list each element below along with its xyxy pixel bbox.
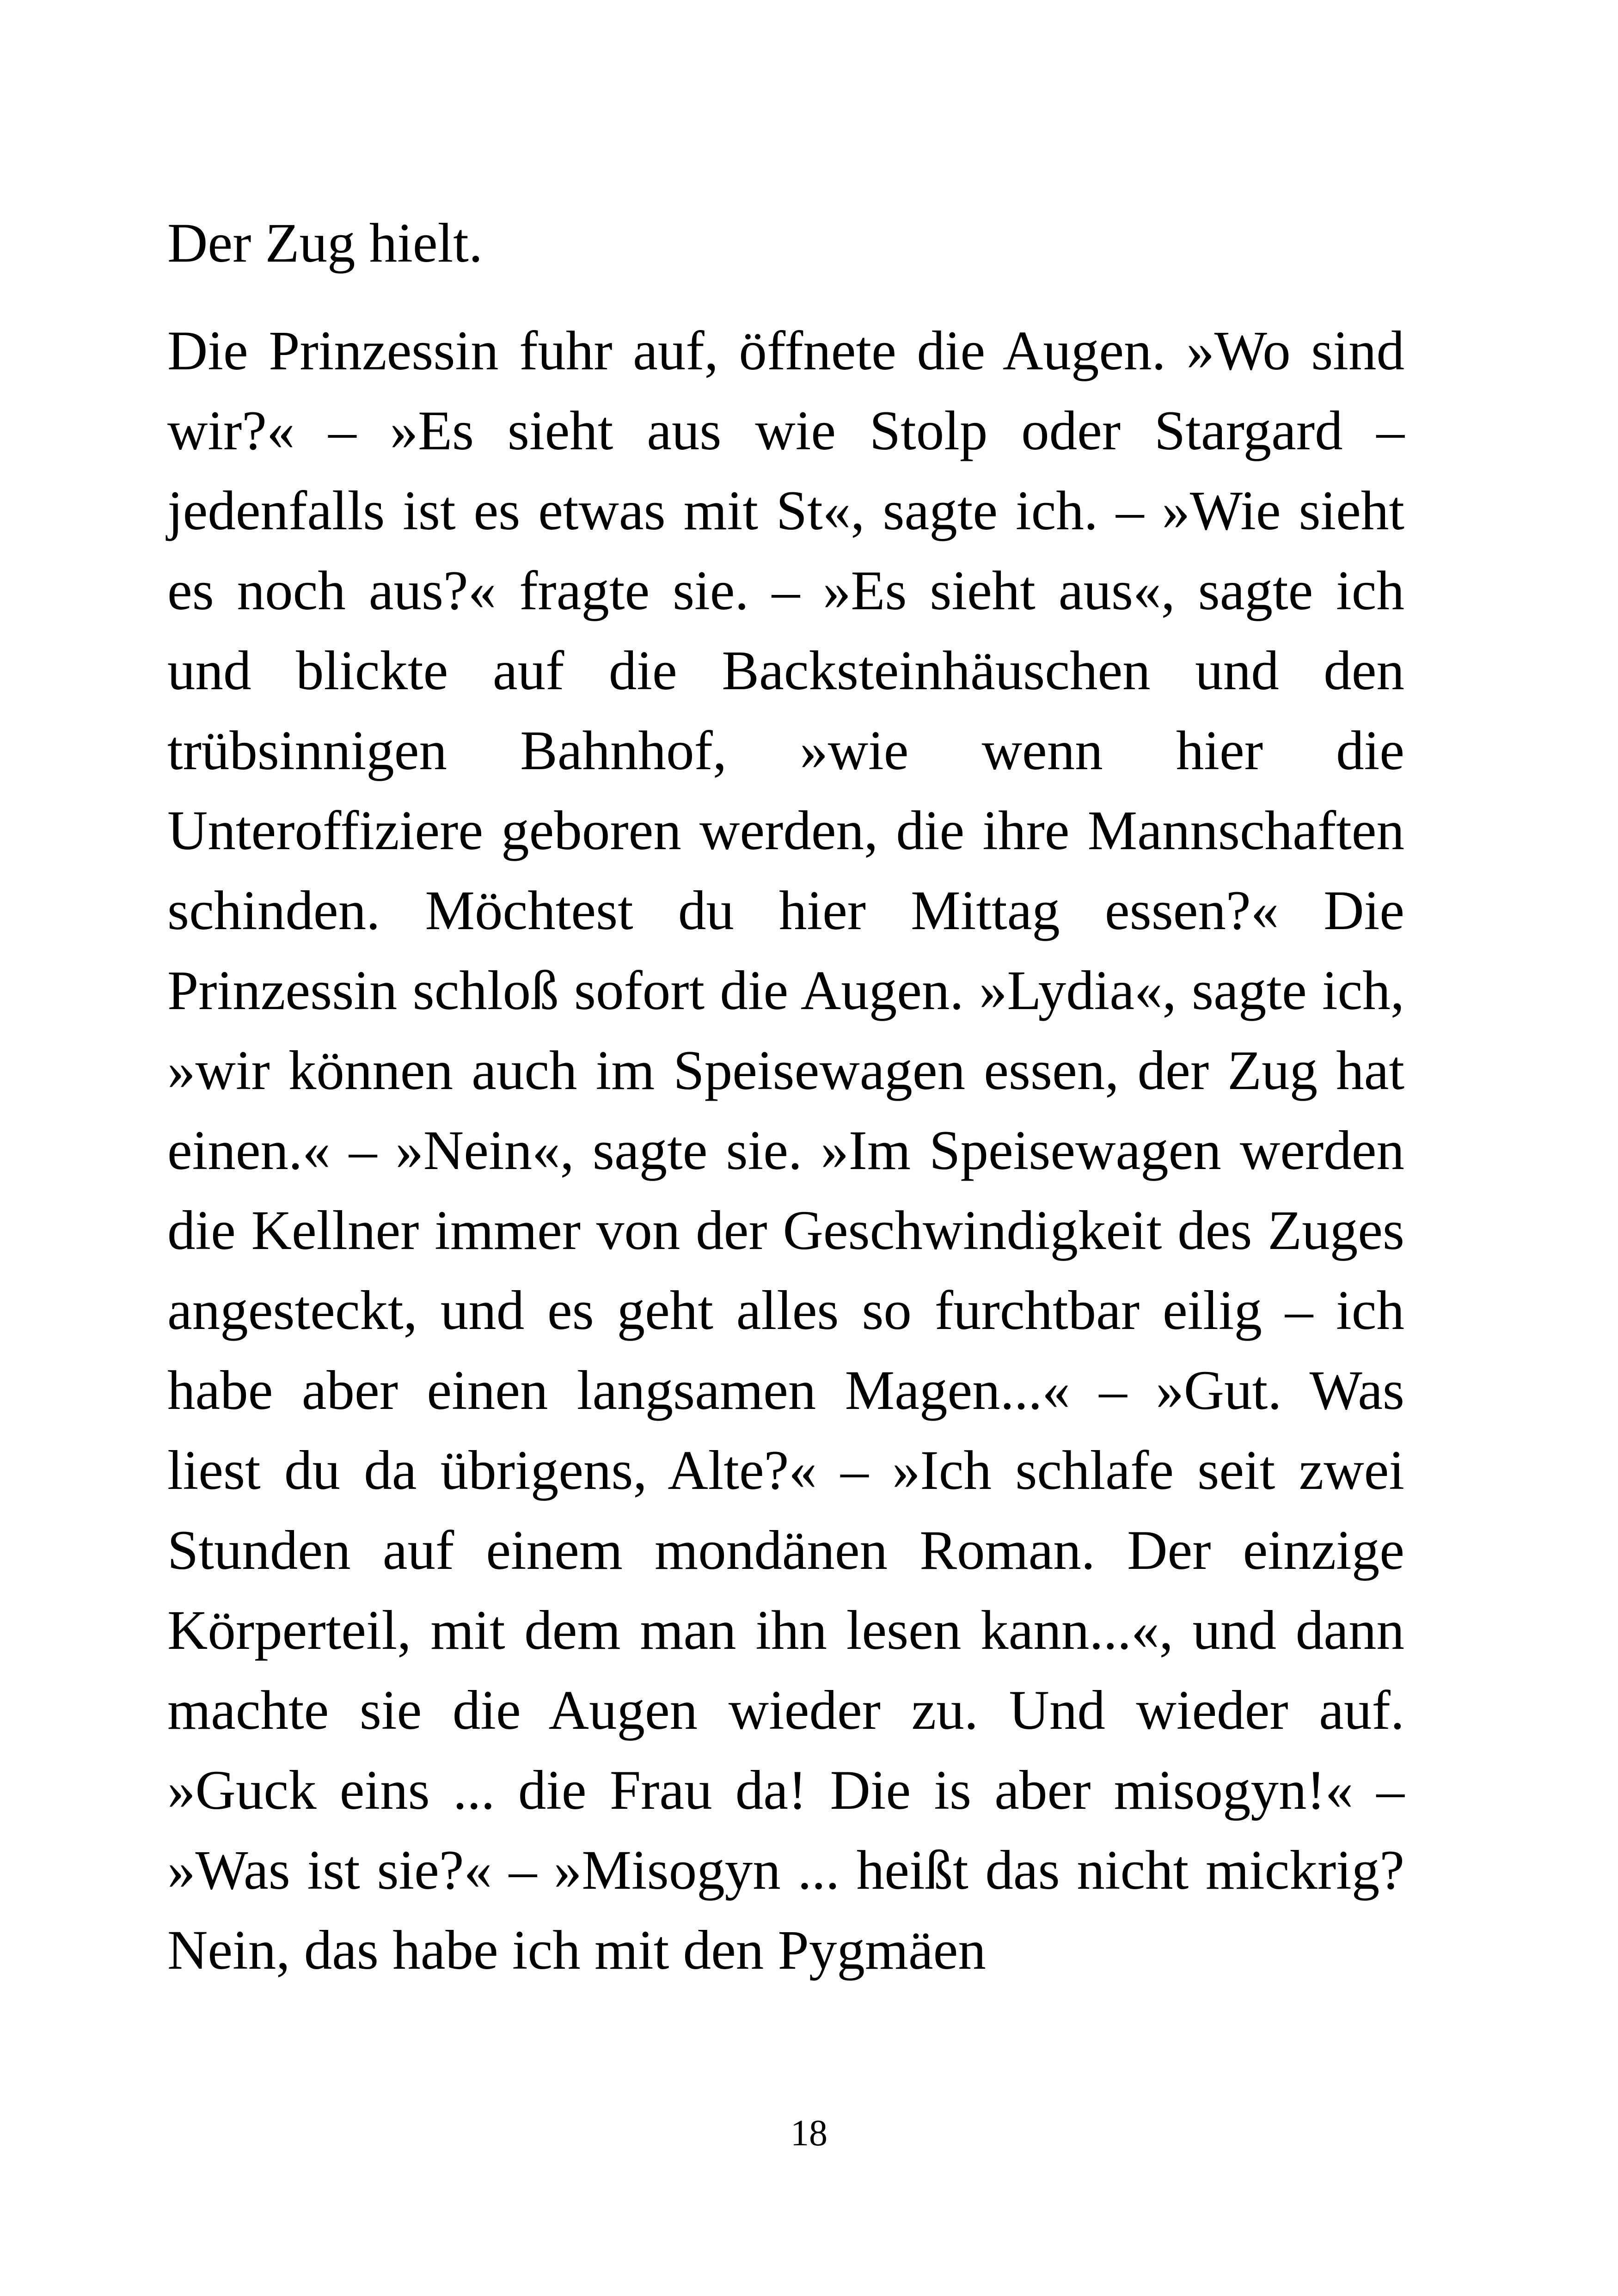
paragraph-opening: Der Zug hielt. [167, 212, 483, 274]
paragraph-main: Die Prinzessin fuhr auf, öffnete die Augen. »Wo sind wir?« – »Es sieht aus wie Stolp oder Stargard – jedenfalls ist es etwas mit St«, sagte ich. – »Wie sieht es noch aus?« fragte sie. – »Es sieht aus«, sagte ich und blickte auf die Backsteinhäuschen und den trübsinnigen Bahnhof, »wie wenn hier die Unteroffiziere geboren werden, die ihre Mannschaften schinden. Möchtest du hier Mittag essen?« Die Prinzessin schloß sofort die Augen. »Lydia«, sagte ich, »wir können auch im Speisewagen essen, der Zug hat einen.« – »Nein«, sagte sie. »Im Speisewagen werden die Kellner immer von der Geschwindigkeit des Zuges angesteckt, und es geht alles so furchtbar eilig – ich habe aber einen langsamen Magen...« – »Gut. Was liest du da übrigens, Alte?« – »Ich schlafe seit zwei Stunden auf einem mondänen Roman. Der einzige Körperteil, mit dem man ihn lesen kann...«, und dann machte sie die Augen wieder zu. Und wieder auf. »Guck eins ... die Frau da! Die is aber misogyn!« – »Was ist sie?« – »Misogyn ... heißt das nicht mickrig? Nein, das habe ich mit den Pygmäen [167, 320, 1404, 1981]
page-number: 18 [791, 2113, 827, 2154]
body-text [167, 203, 1404, 1990]
